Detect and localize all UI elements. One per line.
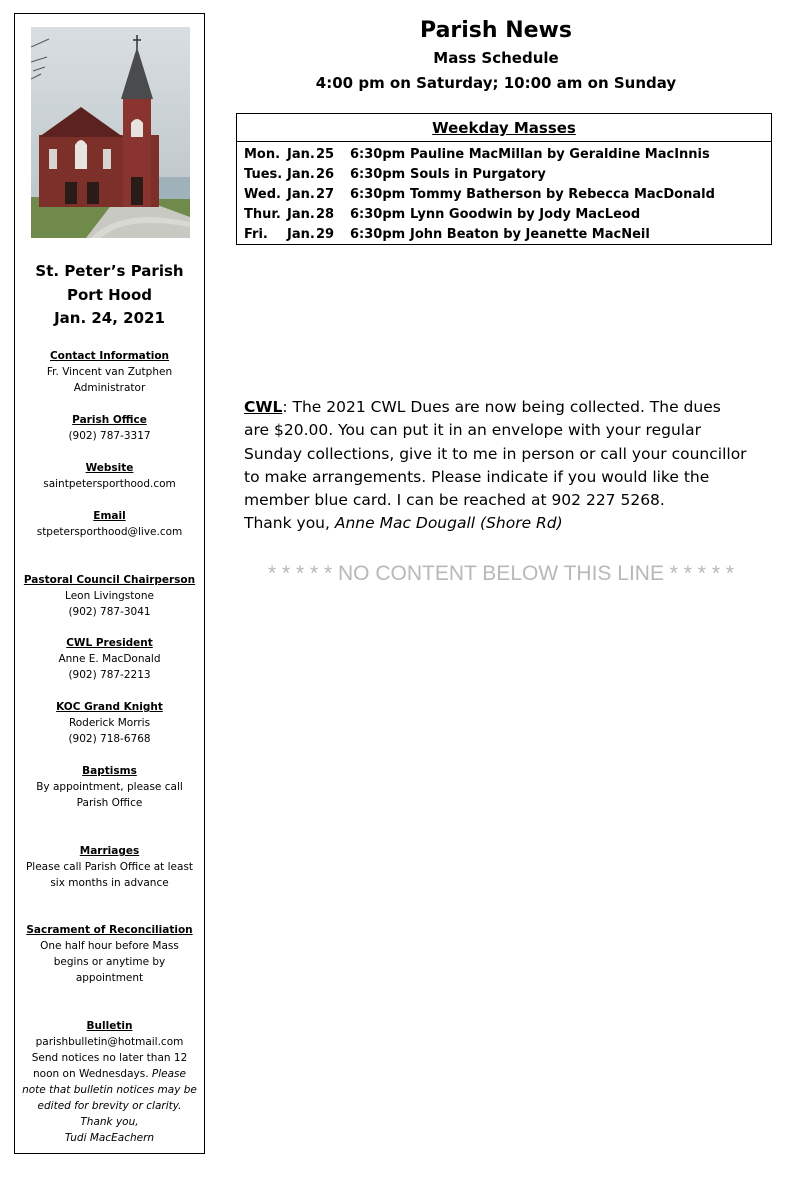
contact-section <box>15 348 204 396</box>
office-phone: (902) 787-3317 <box>68 430 151 442</box>
cwl-line <box>244 396 764 419</box>
cwl-president-section <box>15 635 204 683</box>
reconciliation-line: One half hour before Mass <box>40 940 179 952</box>
office-section <box>15 412 204 444</box>
weekday-masses-box <box>236 113 772 245</box>
office-heading: Parish Office <box>72 414 147 426</box>
church-photo <box>31 27 190 238</box>
marriages-line: Please call Parish Office at least <box>25 861 194 873</box>
parish-location: Port Hood <box>67 285 152 304</box>
mass-date: 26 <box>316 167 335 182</box>
marriages-line: six months in advance <box>50 877 169 889</box>
baptisms-line: By appointment, please call <box>36 781 183 793</box>
bulletin-line: edited for brevity or clarity. <box>37 1100 182 1112</box>
mass-row <box>237 165 771 185</box>
cwl-label: CWL <box>244 398 283 416</box>
mass-date: 28 <box>316 207 335 222</box>
council-name: Leon Livingstone <box>65 590 154 602</box>
sidebar <box>14 13 205 1154</box>
cwl-signature: Anne Mac Dougall (Shore Rd) <box>334 514 563 533</box>
reconciliation-section <box>15 922 204 986</box>
mass-day: Wed. <box>244 187 281 202</box>
cwl-line: are $20.00. You can put it in an envelope with your regular <box>244 421 701 440</box>
bulletin-line: Thank you, <box>80 1116 139 1128</box>
bulletin-line <box>15 1066 204 1082</box>
cwl-line: member blue card. I can be reached at 902 227 5268. <box>244 491 665 510</box>
bulletin-line: Send notices no later than 12 <box>31 1052 188 1064</box>
mass-time: 6:30pm <box>350 147 406 162</box>
cwl-text: : The 2021 CWL Dues are now being collected. The dues <box>282 398 721 416</box>
contact-name: Fr. Vincent van Zutphen <box>46 366 173 378</box>
reconciliation-line: begins or anytime by <box>53 956 166 968</box>
mass-schedule: 4:00 pm on Saturday; 10:00 am on Sunday <box>315 74 677 92</box>
council-heading: Pastoral Council Chairperson <box>23 574 196 586</box>
bulletin-signature: Tudi MacEachern <box>64 1132 155 1144</box>
bulletin-section <box>15 1018 204 1146</box>
reconciliation-heading: Sacrament of Reconciliation <box>26 924 193 936</box>
koc-heading: KOC Grand Knight <box>56 701 163 713</box>
bulletin-heading: Bulletin <box>86 1020 133 1032</box>
parish-name: St. Peter’s Parish <box>35 262 184 280</box>
mass-month: Jan. <box>287 187 315 202</box>
cwl-line: to make arrangements. Please indicate if you would like the <box>244 467 710 486</box>
mass-time: 6:30pm <box>350 167 406 182</box>
cwl-president-name: Anne E. MacDonald <box>58 653 161 665</box>
mass-row <box>237 225 771 245</box>
mass-intention: Pauline MacMillan by Geraldine MacInnis <box>410 147 710 162</box>
bulletin-date: Jan. 24, 2021 <box>54 309 165 327</box>
mass-month: Jan. <box>287 227 315 242</box>
no-content-divider: * * * * * NO CONTENT BELOW THIS LINE * * * * * <box>267 562 734 585</box>
website-url[interactable]: saintpetersporthood.com <box>43 478 176 490</box>
mass-time: 6:30pm <box>350 187 406 202</box>
marriages-section <box>15 843 204 891</box>
mass-time: 6:30pm <box>350 227 406 242</box>
mass-intention: Souls in Purgatory <box>410 167 546 182</box>
cwl-thanks-text: Thank you, <box>244 514 335 533</box>
cwl-president-heading: CWL President <box>66 637 153 649</box>
bulletin-note: Please <box>151 1068 186 1080</box>
bulletin-email[interactable]: parishbulletin@hotmail.com <box>35 1036 184 1048</box>
council-section <box>15 572 204 620</box>
reconciliation-line: appointment <box>75 972 144 984</box>
baptisms-line: Parish Office <box>76 797 143 809</box>
parish-identity <box>15 260 204 331</box>
contact-heading: Contact Information <box>49 350 170 362</box>
marriages-heading: Marriages <box>79 845 140 857</box>
website-section <box>15 460 204 492</box>
cwl-thanks <box>244 512 764 535</box>
koc-name: Roderick Morris <box>68 717 151 729</box>
koc-section <box>15 699 204 747</box>
baptisms-heading: Baptisms <box>82 765 137 777</box>
mass-date: 25 <box>316 147 335 162</box>
cwl-line: Sunday collections, give it to me in person or call your councillor <box>244 444 747 463</box>
website-heading: Website <box>85 462 134 474</box>
council-phone: (902) 787-3041 <box>68 606 151 618</box>
mass-day: Fri. <box>244 227 268 242</box>
mass-row <box>237 145 771 165</box>
mass-intention: Lynn Goodwin by Jody MacLeod <box>410 207 641 222</box>
mass-date: 27 <box>316 187 335 202</box>
mass-month: Jan. <box>287 147 315 162</box>
mass-date: 29 <box>316 227 335 242</box>
email-heading: Email <box>93 510 126 522</box>
mass-day: Tues. <box>244 167 283 182</box>
mass-row <box>237 185 771 205</box>
cwl-notice <box>244 396 764 536</box>
mass-intention: John Beaton by Jeanette MacNeil <box>410 227 650 242</box>
page-title: Parish News <box>420 18 572 43</box>
mass-month: Jan. <box>287 167 315 182</box>
weekday-masses-heading-text: Weekday Masses <box>432 119 576 137</box>
page-subtitle: Mass Schedule <box>433 49 559 67</box>
mass-month: Jan. <box>287 207 315 222</box>
koc-phone: (902) 718-6768 <box>68 733 151 745</box>
bulletin-deadline: noon on Wednesdays. <box>33 1068 149 1080</box>
weekday-masses-list <box>237 142 771 245</box>
mass-row <box>237 205 771 225</box>
mass-intention: Tommy Batherson by Rebecca MacDonald <box>410 187 715 202</box>
email-section <box>15 508 204 540</box>
baptisms-section <box>15 763 204 811</box>
contact-role: Administrator <box>73 382 146 394</box>
mass-day: Thur. <box>244 207 281 222</box>
mass-time: 6:30pm <box>350 207 406 222</box>
email-address[interactable]: stpetersporthood@live.com <box>36 526 183 538</box>
bulletin-line: note that bulletin notices may be <box>22 1084 197 1096</box>
weekday-masses-heading <box>237 114 771 142</box>
cwl-president-phone: (902) 787-2213 <box>68 669 151 681</box>
mass-day: Mon. <box>244 147 281 162</box>
